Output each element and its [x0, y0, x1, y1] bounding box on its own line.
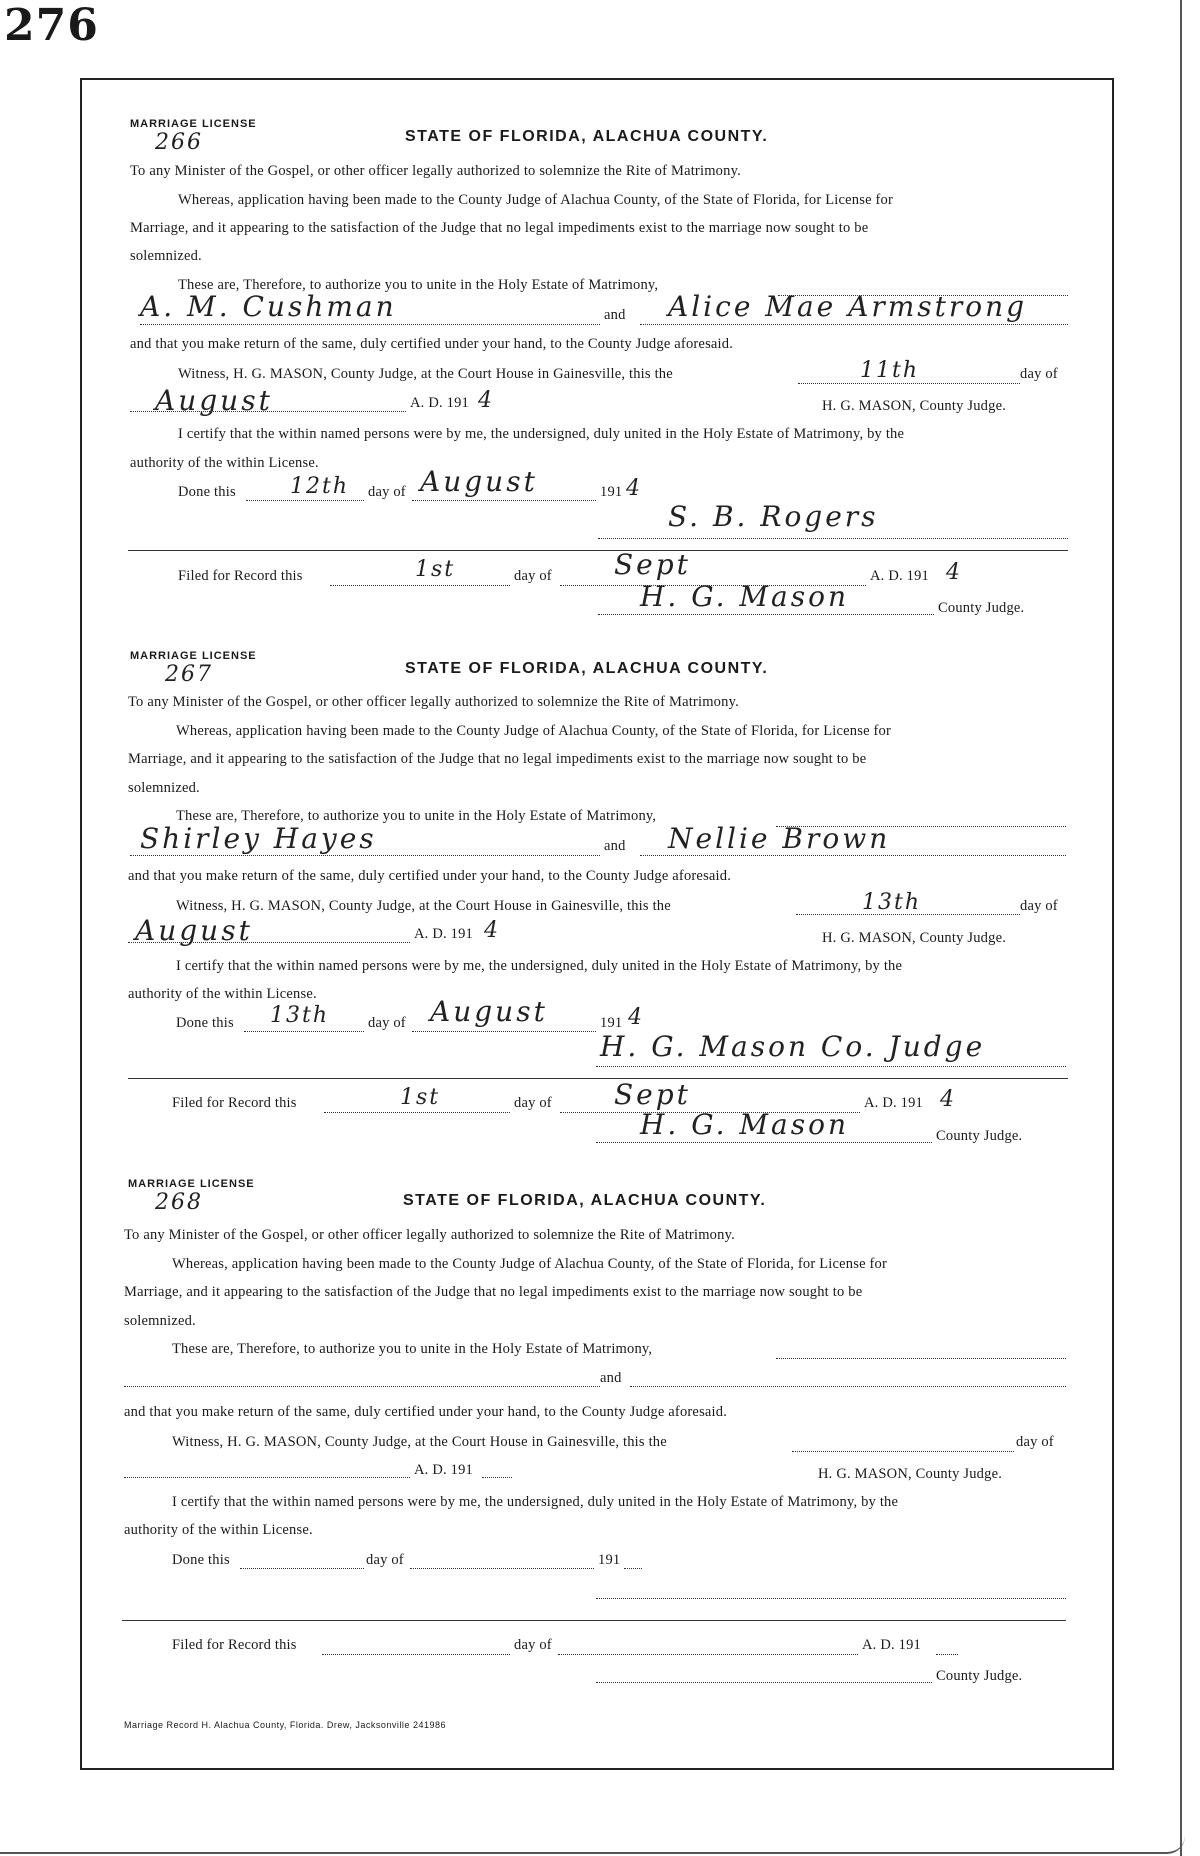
whereas-line-2: Marriage, and it appearing to the satisfaction of the Judge that no legal impediments exist to the marriage now sought to be: [130, 220, 869, 236]
ad-text: A. D. 191: [414, 926, 473, 942]
done-year: 4: [626, 476, 642, 501]
filed-day-of: day of: [514, 1637, 552, 1653]
judge-signature-text: H. G. MASON, County Judge.: [822, 398, 1007, 414]
filed-signature: H. G. Mason: [640, 580, 850, 613]
witness-day: 13th: [862, 890, 922, 915]
whereas-line-3: solemnized.: [130, 248, 202, 264]
ad-text: A. D. 191: [414, 1462, 473, 1478]
done-month: August: [420, 465, 538, 498]
whereas-line-3: solemnized.: [124, 1313, 196, 1329]
whereas-line-2: Marriage, and it appearing to the satisfaction of the Judge that no legal impediments exist to the marriage now sought to be: [128, 751, 867, 767]
done-this-text: Done this: [178, 484, 236, 500]
these-are: These are, Therefore, to authorize you to unite in the Holy Estate of Matrimony,: [176, 808, 657, 824]
county-judge-text: County Judge.: [938, 600, 1025, 616]
state-header: STATE OF FLORIDA, ALACHUA COUNTY.: [405, 660, 769, 677]
certify-line-1: I certify that the within named persons were by me, the undersigned, duly united in the Holy Estate of Matrimony, by the: [172, 1494, 899, 1510]
party-1-name: A. M. Cushman: [140, 290, 397, 323]
filed-text: Filed for Record this: [172, 1637, 297, 1653]
to-any-minister: To any Minister of the Gospel, or other officer legally authorized to solemnize the Rite of Matrimony.: [130, 163, 741, 179]
done-year: 4: [628, 1005, 644, 1030]
return-text: and that you make return of the same, duly certified under your hand, to the County Judge aforesaid.: [128, 868, 732, 884]
whereas-line-3: solemnized.: [128, 780, 200, 796]
done-year-prefix: 191: [600, 1015, 623, 1031]
done-year-prefix: 191: [600, 484, 623, 500]
filed-text: Filed for Record this: [178, 568, 303, 584]
day-of-text: day of: [1020, 366, 1058, 382]
certify-line-1: I certify that the within named persons were by me, the undersigned, duly united in the Holy Estate of Matrimony, by the: [178, 426, 905, 442]
whereas-line-1: Whereas, application having been made to the County Judge of Alachua County, of the State of Florida, for License for: [178, 192, 894, 208]
party-2-name: Alice Mae Armstrong: [668, 290, 1028, 323]
party-1-name: Shirley Hayes: [140, 822, 377, 855]
officiant-signature: S. B. Rogers: [668, 500, 879, 533]
license-number: 267: [165, 662, 213, 687]
filed-ad: A. D. 191: [864, 1095, 923, 1111]
officiant-signature: H. G. Mason Co. Judge: [600, 1030, 986, 1063]
and-text: and: [600, 1370, 622, 1386]
done-year-prefix: 191: [598, 1552, 621, 1568]
license-number: 266: [155, 130, 203, 155]
done-month: August: [430, 995, 548, 1028]
to-any-minister: To any Minister of the Gospel, or other officer legally authorized to solemnize the Rite of Matrimony.: [128, 694, 739, 710]
these-are: These are, Therefore, to authorize you to unite in the Holy Estate of Matrimony,: [178, 277, 659, 293]
filed-text: Filed for Record this: [172, 1095, 297, 1111]
to-any-minister: To any Minister of the Gospel, or other officer legally authorized to solemnize the Rite of Matrimony.: [124, 1227, 735, 1243]
license-label: MARRIAGE LICENSE: [130, 650, 257, 662]
and-text: and: [604, 838, 626, 854]
filed-year: 4: [946, 560, 962, 585]
certify-line-1: I certify that the within named persons were by me, the undersigned, duly united in the Holy Estate of Matrimony, by the: [176, 958, 903, 974]
page-edge-bottom: [0, 1836, 1185, 1854]
done-day: 12th: [290, 474, 350, 499]
license-label: MARRIAGE LICENSE: [128, 1178, 255, 1190]
state-header: STATE OF FLORIDA, ALACHUA COUNTY.: [405, 128, 769, 145]
witness-day: 11th: [860, 358, 920, 383]
filed-day: 1st: [415, 557, 456, 582]
done-day-of: day of: [368, 1015, 406, 1031]
party-2-name: Nellie Brown: [668, 822, 891, 855]
return-text: and that you make return of the same, duly certified under your hand, to the County Judge aforesaid.: [130, 336, 734, 352]
day-of-text: day of: [1020, 898, 1058, 914]
county-judge-text: County Judge.: [936, 1668, 1023, 1684]
filed-month: Sept: [614, 548, 691, 581]
and-text: and: [604, 307, 626, 323]
ad-text: A. D. 191: [410, 395, 469, 411]
done-this-text: Done this: [176, 1015, 234, 1031]
filed-day-of: day of: [514, 1095, 552, 1111]
license-number: 268: [155, 1190, 203, 1215]
filed-year: 4: [940, 1087, 956, 1112]
footer-imprint: Marriage Record H. Alachua County, Florida. Drew, Jacksonville 241986: [124, 1720, 446, 1730]
county-judge-text: County Judge.: [936, 1128, 1023, 1144]
witness-month: August: [135, 914, 253, 947]
page-number: 276: [4, 0, 99, 51]
page-edge: [1180, 0, 1198, 1856]
ad-year: 4: [478, 388, 494, 413]
return-text: and that you make return of the same, duly certified under your hand, to the County Judge aforesaid.: [124, 1404, 728, 1420]
whereas-line-1: Whereas, application having been made to the County Judge of Alachua County, of the State of Florida, for License for: [176, 723, 892, 739]
license-label: MARRIAGE LICENSE: [130, 118, 257, 130]
whereas-line-1: Whereas, application having been made to the County Judge of Alachua County, of the State of Florida, for License for: [172, 1256, 888, 1272]
certify-line-2: authority of the within License.: [124, 1522, 313, 1538]
filed-ad: A. D. 191: [862, 1637, 921, 1653]
certify-line-2: authority of the within License.: [128, 986, 317, 1002]
these-are: These are, Therefore, to authorize you to unite in the Holy Estate of Matrimony,: [172, 1341, 653, 1357]
judge-signature-text: H. G. MASON, County Judge.: [822, 930, 1007, 946]
done-day-of: day of: [368, 484, 406, 500]
certify-line-2: authority of the within License.: [130, 455, 319, 471]
done-this-text: Done this: [172, 1552, 230, 1568]
whereas-line-2: Marriage, and it appearing to the satisfaction of the Judge that no legal impediments exist to the marriage now sought to be: [124, 1284, 863, 1300]
filed-signature: H. G. Mason: [640, 1108, 850, 1141]
done-day-of: day of: [366, 1552, 404, 1568]
filed-month: Sept: [614, 1078, 691, 1111]
witness-text: Witness, H. G. MASON, County Judge, at the Court House in Gainesville, this the: [178, 366, 673, 382]
witness-text: Witness, H. G. MASON, County Judge, at the Court House in Gainesville, this the: [172, 1434, 667, 1450]
judge-signature-text: H. G. MASON, County Judge.: [818, 1466, 1003, 1482]
filed-day-of: day of: [514, 568, 552, 584]
witness-text: Witness, H. G. MASON, County Judge, at the Court House in Gainesville, this the: [176, 898, 671, 914]
filed-day: 1st: [400, 1085, 441, 1110]
filed-ad: A. D. 191: [870, 568, 929, 584]
witness-month: August: [155, 384, 273, 417]
ad-year: 4: [484, 918, 500, 943]
done-day: 13th: [270, 1003, 330, 1028]
day-of-text: day of: [1016, 1434, 1054, 1450]
state-header: STATE OF FLORIDA, ALACHUA COUNTY.: [403, 1192, 767, 1209]
